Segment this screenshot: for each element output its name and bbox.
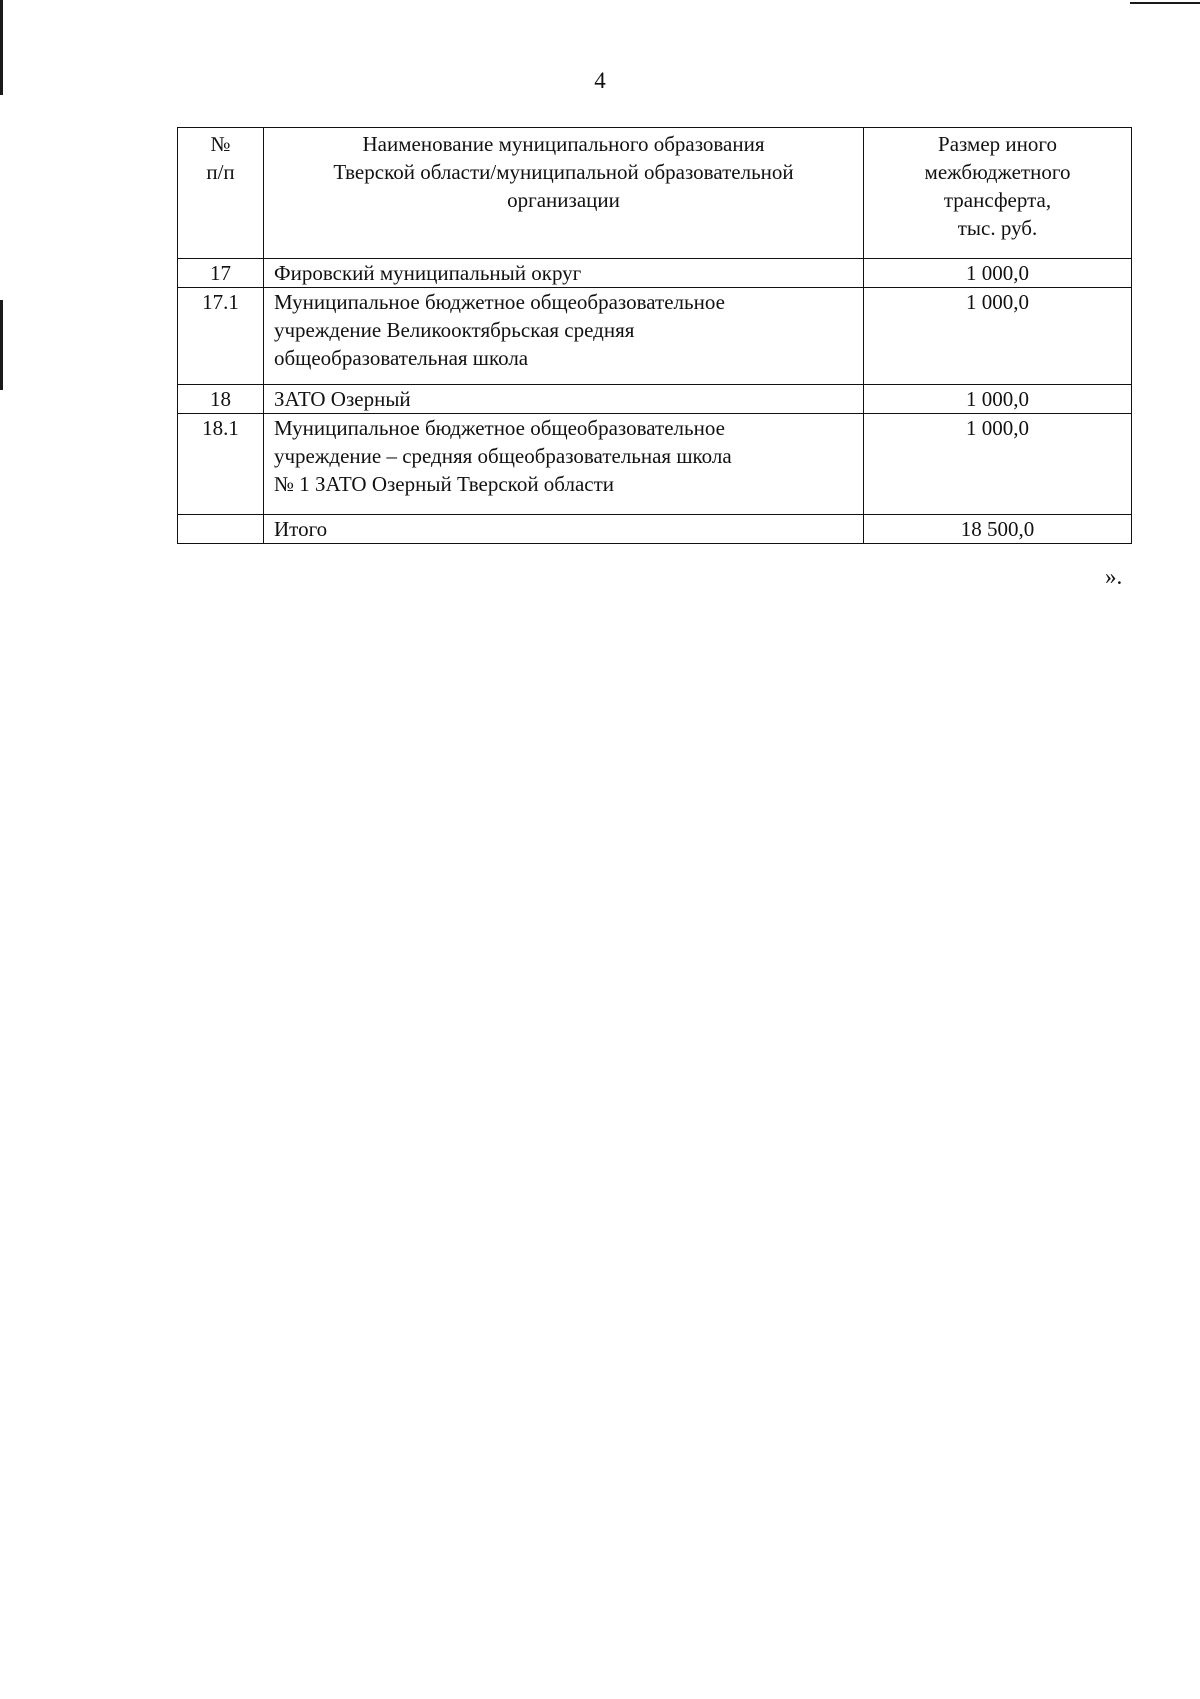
row-amount: 1 000,0 <box>864 385 1132 414</box>
total-label: Итого <box>264 515 864 544</box>
row-number: 18.1 <box>178 414 264 515</box>
table-row <box>178 259 1132 288</box>
total-amount: 18 500,0 <box>864 515 1132 544</box>
row-amount: 1 000,0 <box>864 288 1132 385</box>
table-header-row <box>178 128 1132 259</box>
row-amount: 1 000,0 <box>864 259 1132 288</box>
table-row <box>178 414 1132 515</box>
scan-edge-mark <box>0 300 3 390</box>
row-amount: 1 000,0 <box>864 414 1132 515</box>
row-name: Фировский муниципальный округ <box>264 259 864 288</box>
header-number-label: № п/п <box>206 132 235 184</box>
header-number <box>178 128 264 259</box>
header-amount <box>864 128 1132 259</box>
page-number: 4 <box>594 68 606 93</box>
row-name: Муниципальное бюджетное общеобразовательное учреждение Великооктябрьская средняя общеобразовательная школа <box>264 288 864 385</box>
transfers-table <box>177 127 1132 544</box>
scan-edge-mark <box>1130 2 1200 4</box>
row-number: 18 <box>178 385 264 414</box>
closing-quote: ». <box>1105 564 1123 589</box>
row-name: ЗАТО Озерный <box>264 385 864 414</box>
row-number <box>178 515 264 544</box>
header-name-label: Наименование муниципального образования Тверской области/муниципальной образовательной организации <box>333 132 794 212</box>
row-number: 17 <box>178 259 264 288</box>
row-number: 17.1 <box>178 288 264 385</box>
row-name: Муниципальное бюджетное общеобразовательное учреждение – средняя общеобразовательная школа № 1 ЗАТО Озерный Тверской области <box>264 414 864 515</box>
table-row <box>178 385 1132 414</box>
table-row <box>178 288 1132 385</box>
table-total-row <box>178 515 1132 544</box>
header-name <box>264 128 864 259</box>
header-amount-label: Размер иного межбюджетного трансферта, тыс. руб. <box>924 132 1071 240</box>
